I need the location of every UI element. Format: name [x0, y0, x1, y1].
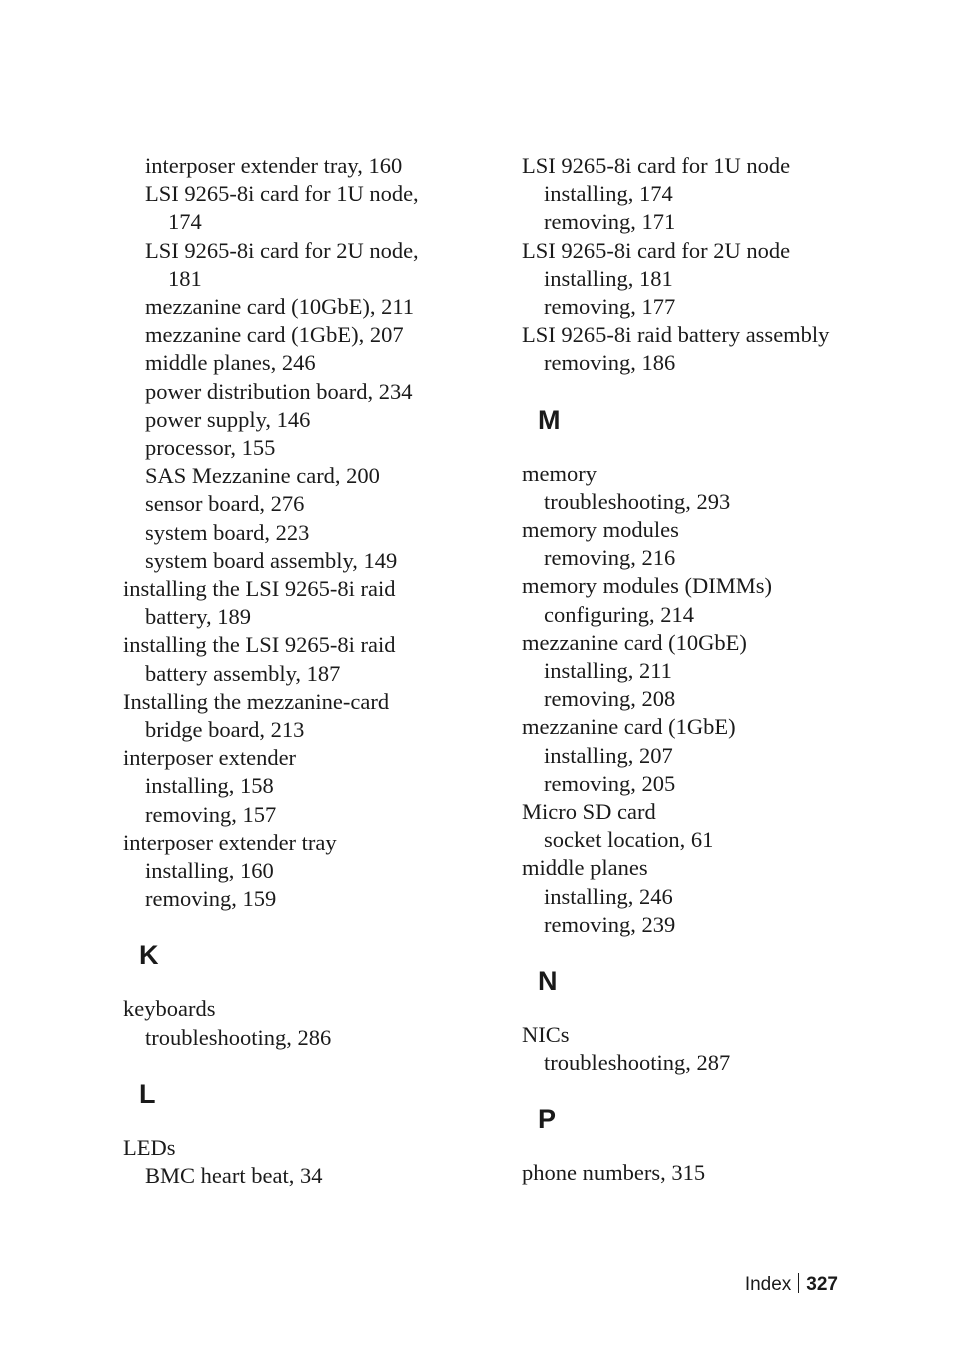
index-subentry: mezzanine card (10GbE), 211	[145, 294, 415, 320]
index-entry: Micro SD card	[522, 799, 656, 825]
index-entry: NICs	[522, 1022, 570, 1048]
index-entry: mezzanine card (1GbE)	[522, 714, 736, 740]
index-subentry: installing, 246	[544, 883, 673, 909]
index-entry: mezzanine card (10GbE)	[522, 629, 747, 655]
index-subentry: power distribution board, 234	[145, 378, 413, 404]
index-subentry: installing, 174	[544, 181, 673, 207]
index-subentry: power supply, 146	[145, 406, 311, 432]
footer-separator	[798, 1273, 799, 1293]
index-subentry: processor, 155	[145, 435, 276, 461]
index-subentry: installing, 158	[145, 773, 274, 799]
index-subentry: removing, 239	[544, 911, 676, 937]
index-column-left	[123, 152, 493, 1190]
index-entry: phone numbers, 315	[522, 1160, 706, 1186]
index-entry: LSI 9265-8i raid battery assembly	[522, 322, 830, 348]
section-letter: N	[538, 966, 558, 997]
index-entry: Installing the mezzanine-card	[123, 688, 390, 714]
index-subentry: 181	[168, 265, 202, 291]
index-subentry: troubleshooting, 286	[145, 1024, 332, 1050]
footer-label: Index	[744, 1274, 792, 1295]
index-subentry: interposer extender tray, 160	[145, 153, 403, 178]
page-footer	[745, 1273, 838, 1296]
index-entry: memory	[522, 460, 597, 486]
index-subentry: system board, 223	[145, 519, 310, 545]
index-subentry: LSI 9265-8i card for 2U node,	[145, 237, 419, 263]
index-entry: memory modules	[522, 517, 679, 543]
section-letter: K	[139, 940, 159, 971]
section-letter: P	[538, 1104, 557, 1135]
index-subentry: installing, 211	[544, 658, 672, 684]
index-subentry: sensor board, 276	[145, 491, 305, 517]
index-subentry: bridge board, 213	[145, 717, 305, 743]
index-subentry: 174	[168, 209, 202, 235]
index-entry: LEDs	[123, 1134, 176, 1160]
index-subentry: installing, 207	[544, 742, 673, 768]
index-subentry: LSI 9265-8i card for 1U node,	[145, 181, 419, 207]
index-entry: keyboards	[123, 996, 216, 1022]
section-letter: M	[538, 404, 561, 435]
index-column-right	[522, 152, 882, 1188]
index-subentry: removing, 205	[544, 770, 676, 796]
index-entry: installing the LSI 9265-8i raid	[123, 632, 396, 658]
index-entry: interposer extender	[123, 745, 297, 771]
index-subentry: battery, 189	[145, 604, 252, 630]
index-subentry: troubleshooting, 293	[544, 488, 731, 514]
index-subentry: SAS Mezzanine card, 200	[145, 463, 380, 489]
index-subentry: removing, 186	[544, 350, 676, 376]
index-subentry: removing, 171	[544, 209, 676, 235]
index-subentry: configuring, 214	[544, 601, 694, 627]
index-subentry: installing, 160	[145, 858, 274, 884]
index-subentry: socket location, 61	[544, 827, 714, 853]
index-subentry: removing, 177	[544, 294, 676, 320]
index-subentry: removing, 208	[544, 686, 676, 712]
index-subentry: BMC heart beat, 34	[145, 1163, 323, 1189]
index-entry: LSI 9265-8i card for 1U node	[522, 153, 791, 178]
index-entry: interposer extender tray	[123, 829, 337, 855]
index-subentry: removing, 157	[145, 801, 277, 827]
index-entry: LSI 9265-8i card for 2U node	[522, 237, 791, 263]
index-entry: installing the LSI 9265-8i raid	[123, 576, 396, 602]
index-subentry: installing, 181	[544, 265, 673, 291]
index-subentry: system board assembly, 149	[145, 547, 398, 573]
index-subentry: middle planes, 246	[145, 350, 316, 376]
section-letter: L	[139, 1078, 156, 1109]
index-subentry: removing, 216	[544, 545, 676, 571]
index-subentry: troubleshooting, 287	[544, 1050, 731, 1076]
index-entry: memory modules (DIMMs)	[522, 573, 772, 599]
index-entry: middle planes	[522, 855, 648, 881]
index-subentry: battery assembly, 187	[145, 660, 341, 686]
page-number: 327	[806, 1274, 838, 1295]
index-subentry: mezzanine card (1GbE), 207	[145, 322, 404, 348]
index-subentry: removing, 159	[145, 886, 277, 912]
